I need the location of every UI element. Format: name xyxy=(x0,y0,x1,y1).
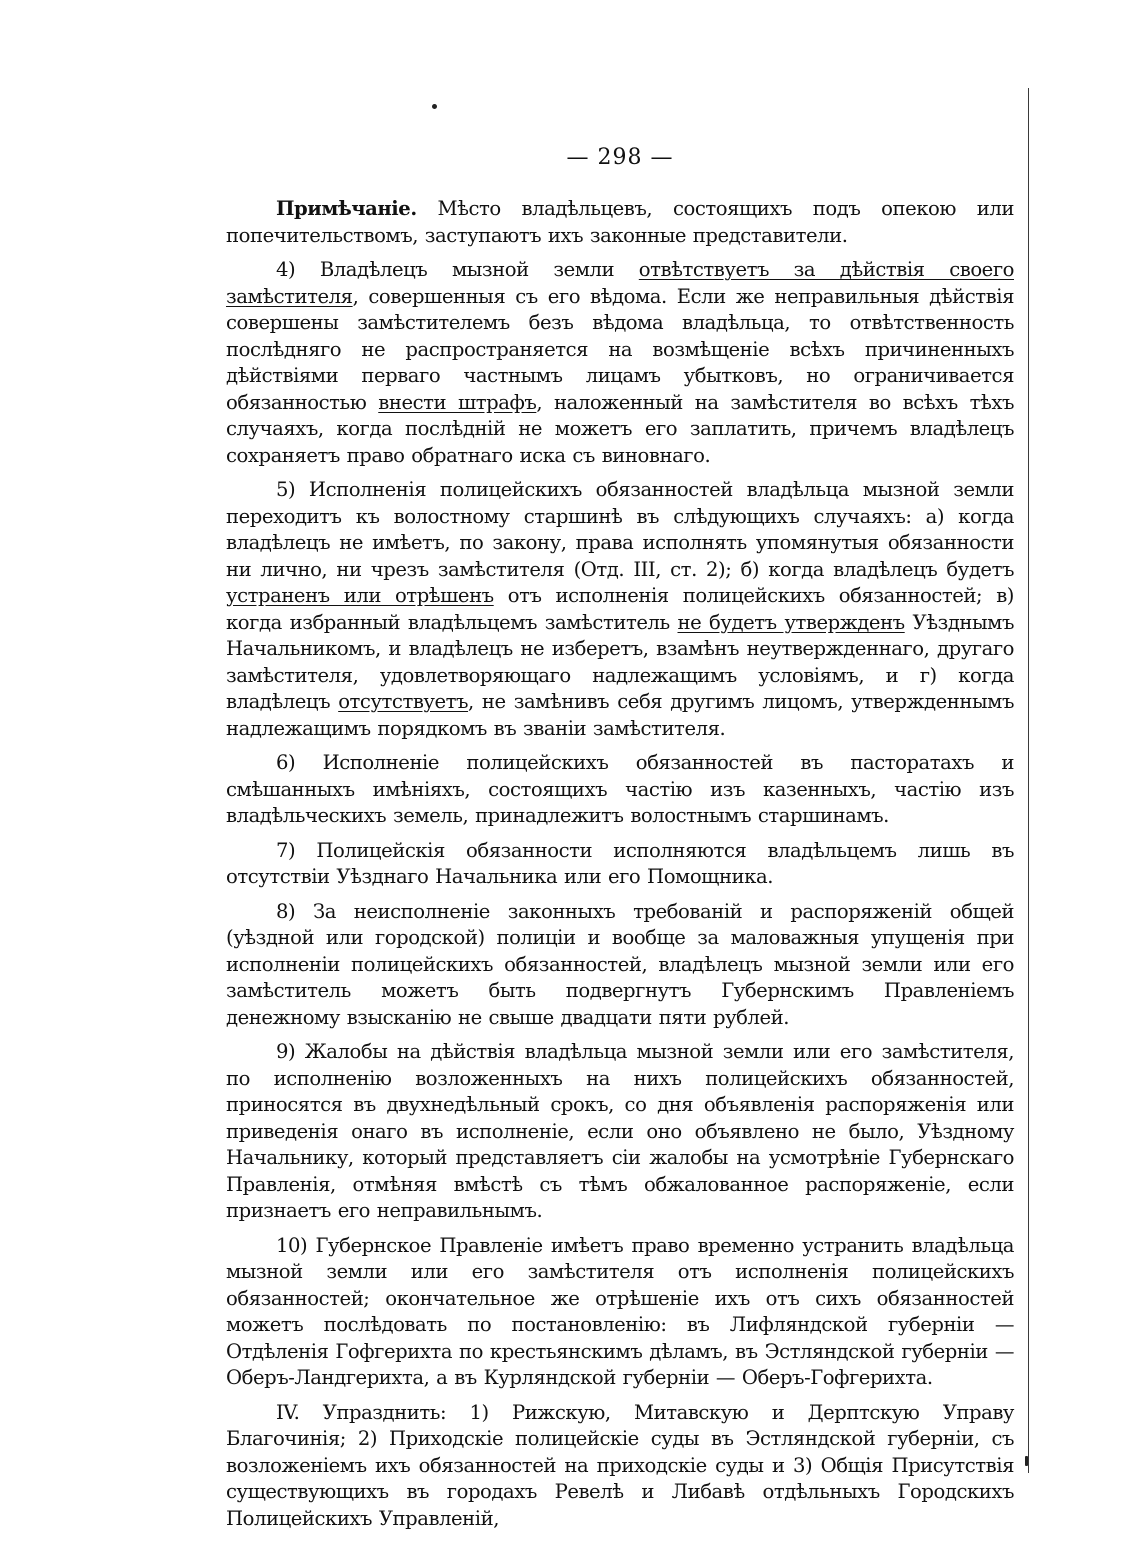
paragraph-4-text: , наложенный на замѣстителя во всѣхъ тѣхъ случаяхъ, когда послѣдній не можетъ его заплатить, причемъ владѣлецъ сохраняетъ право обратнаго иска съ виновнаго. xyxy=(226,390,1014,467)
section-iv-paragraph: IV. Упразднить: 1) Рижскую, Митавскую и Дерптскую Управу Благочинія; 2) Приходскіе полицейскіе суды въ Эстляндской губерніи, съ возложеніемъ ихъ обязанностей на приходскіе суды и 3) Общія Присутствія существующихъ въ городахъ Ревелѣ и Либавѣ отдѣльныхъ Городскихъ Полицейскихъ Управленій, xyxy=(226,1400,1014,1530)
page-edge-rule xyxy=(1028,88,1029,1473)
paragraph-5 xyxy=(226,477,1014,742)
paragraph-5-text: 5) Исполненія полицейскихъ обязанностей владѣльца мызной земли переходитъ къ волостному старшинѣ въ слѣдующихъ случаяхъ: а) когда владѣлецъ не имѣетъ, по закону, права исполнять упомянутыя обязанности ни лично, ни чрезъ замѣстителя (Отд. III, ст. 2); б) когда владѣлецъ будетъ xyxy=(226,478,1014,581)
paragraph-5-underlined: отсутствуетъ xyxy=(338,690,469,713)
paragraph-9: 9) Жалобы на дѣйствія владѣльца мызной земли или его замѣстителя, по исполненію возложенныхъ на нихъ полицейскихъ обязанностей, приносятся въ двухнедѣльный срокъ, со дня объявленія распоряженія или приведенія онаго въ исполненіе, если оно объявлено не было, Уѣздному Начальнику, который представляетъ сіи жалобы на усмотрѣніе Губернскаго Правленія, отмѣняя вмѣстѣ съ тѣмъ обжалованное распоряженіе, если признаетъ его неправильнымъ. xyxy=(226,1040,1014,1222)
paragraph-4-text: 4) Владѣлецъ мызной земли xyxy=(276,258,639,281)
scan-speck xyxy=(432,104,437,109)
paragraph-10: 10) Губернское Правленіе имѣетъ право временно устранить владѣльца мызной земли или его замѣстителя отъ исполненія полицейскихъ обязанностей; окончательное же отрѣшеніе ихъ отъ сихъ обязанностей можетъ послѣдовать по постановленію: въ Лифляндской губерніи — Отдѣленія Гофгерихта по крестьянскимъ дѣламъ, въ Эстляндской губерніи — Оберъ-Ландгерихта, а въ Курляндской губерніи — Оберъ-Гофгерихта. xyxy=(226,1233,1014,1389)
note-text: Мѣсто владѣльцевъ, состоящихъ подъ опекою или попечительствомъ, заступаютъ ихъ законные представители. xyxy=(226,197,1014,247)
paragraph-5-text: , не замѣнивъ себя другимъ лицомъ, утвержденнымъ надлежащимъ порядкомъ въ званіи замѣстителя. xyxy=(226,690,1014,740)
document-body xyxy=(226,196,1014,1540)
paragraph-8: 8) За неисполненіе законныхъ требованій и распоряженій общей (уѣздной или городской) полиціи и вообще за маловажныя упущенія при исполненіи полицейскихъ обязанностей, владѣлецъ мызной земли или его замѣститель можетъ быть подвергнутъ Губернскимъ Правленіемъ денежному взысканію не свыше двадцати пяти рублей. xyxy=(226,899,1014,1029)
scan-speck xyxy=(1025,1456,1028,1466)
paragraph-4-underlined: отвѣтствуетъ за дѣйствія своего замѣстителя xyxy=(226,258,1014,308)
paragraph-7: 7) Полицейскія обязанности исполняются владѣльцемъ лишь въ отсутствіи Уѣзднаго Начальника или его Помощника. xyxy=(226,838,1014,888)
paragraph-6: 6) Исполненіе полицейскихъ обязанностей въ пасторатахъ и смѣшанныхъ имѣніяхъ, состоящихъ частію изъ казенныхъ, частію изъ владѣльческихъ земель, принадлежитъ волостнымъ старшинамъ. xyxy=(226,751,1014,827)
paragraph-4-underlined: внести штрафъ xyxy=(378,390,537,414)
paragraph-4 xyxy=(226,257,1014,469)
paragraph-5-text: Уѣзднымъ Начальникомъ, и владѣлецъ не изберетъ, взамѣнъ неутвержденнаго, другаго замѣстителя, удовлетворяющаго надлежащимъ условіямъ, и г) когда владѣлецъ xyxy=(226,610,1014,713)
paragraph-5-underlined: устраненъ или отрѣшенъ xyxy=(226,584,494,607)
page-number: — 298 — xyxy=(566,145,674,170)
paragraph-5-text: отъ исполненія полицейскихъ обязанностей; в) когда избранный владѣльцемъ замѣститель xyxy=(226,584,1014,634)
paragraph-5-underlined: не будетъ утвержденъ xyxy=(677,610,905,634)
paragraph-4-text: , совершенныя съ его вѣдома. Если же неправильныя дѣйствія совершены замѣстителемъ безъ вѣдома владѣльца, то отвѣтственность послѣдняго не распространяется на возмѣщеніе всѣхъ причиненныхъ дѣйствіями перваго частнымъ лицамъ убытковъ, но ограничивается обязанностью xyxy=(226,284,1014,414)
note-paragraph xyxy=(226,196,1014,249)
note-label: Примѣчаніе. xyxy=(276,197,417,220)
